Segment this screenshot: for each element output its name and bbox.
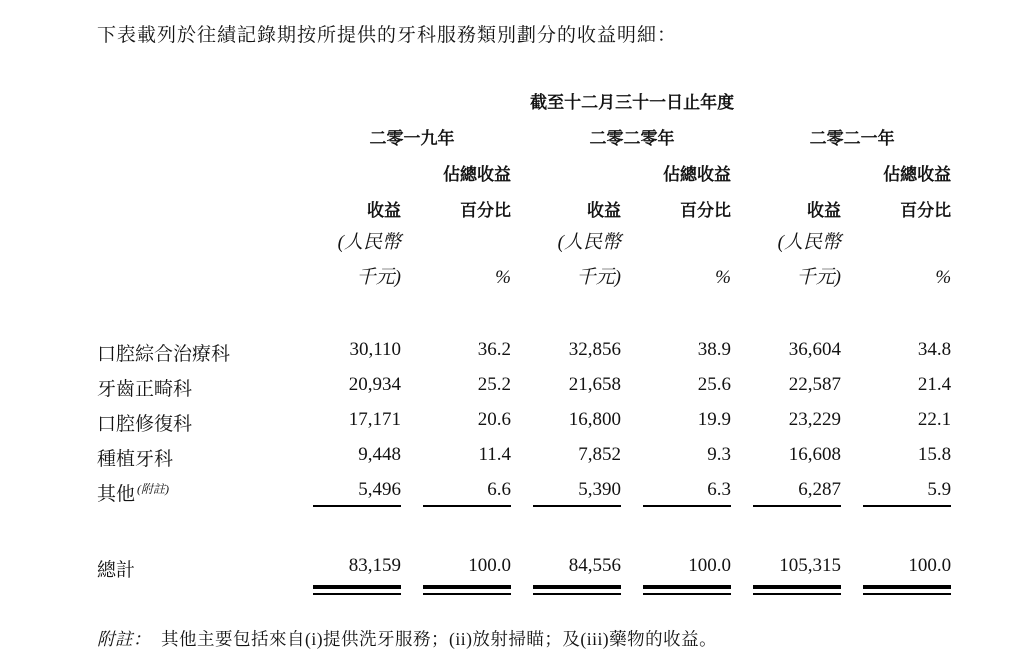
column-spacer [841, 582, 863, 598]
column-spacer [731, 221, 753, 254]
pct-2020-cell: 25.6 [697, 374, 731, 395]
unit-thousand-2020: 千元) [576, 267, 621, 288]
column-spacer [511, 149, 533, 185]
column-spacer [621, 221, 643, 254]
unit-thousand-2019: 千元) [356, 267, 401, 288]
column-spacer [511, 444, 533, 479]
column-spacer [97, 185, 313, 221]
column-spacer [621, 254, 643, 289]
category-label: 口腔修復科 [97, 414, 193, 435]
vertical-spacer [97, 289, 951, 339]
column-spacer [511, 582, 533, 598]
pct-2020-cell: 19.9 [697, 409, 731, 430]
year-2020-label: 二零二零年 [589, 129, 675, 148]
column-header-row [97, 185, 951, 221]
double-rule-row [97, 582, 951, 598]
column-spacer [401, 374, 423, 409]
vertical-spacer [97, 289, 951, 339]
column-spacer [401, 479, 423, 506]
year-row [97, 113, 951, 149]
pct-2021-cell: 34.8 [917, 339, 952, 360]
column-spacer [533, 149, 621, 185]
pct-2020-cell: 6.3 [707, 479, 731, 500]
column-spacer [621, 409, 643, 444]
total-double-rule [643, 582, 731, 598]
share-of-revenue-header-2021: 佔總收益 [883, 165, 952, 184]
share-of-revenue-header-2019: 佔總收益 [443, 165, 511, 184]
column-spacer [621, 582, 643, 598]
category-label [97, 479, 313, 506]
column-rule [313, 506, 401, 513]
column-rule [753, 506, 841, 513]
column-spacer [731, 582, 753, 598]
column-spacer [511, 506, 533, 513]
column-spacer [621, 374, 643, 409]
column-spacer [731, 555, 753, 582]
column-spacer [401, 221, 423, 254]
column-spacer [401, 409, 423, 444]
table-row [97, 479, 951, 506]
column-spacer [511, 339, 533, 374]
revenue-2020-cell: 5,390 [578, 479, 621, 500]
revenue-2021-cell: 36,604 [788, 339, 841, 360]
pct-2021-cell: 15.8 [917, 444, 952, 465]
unit-currency-2019: (人民幣 [337, 232, 401, 253]
revenue-2019-cell: 9,448 [358, 444, 401, 465]
period-header: 截至十二月三十一日止年度 [530, 93, 735, 112]
total-pct-2021: 100.0 [908, 555, 952, 576]
column-spacer [401, 506, 423, 513]
column-spacer [841, 555, 863, 582]
total-pct-2020: 100.0 [688, 555, 731, 576]
column-spacer [97, 113, 313, 149]
pct-2019-cell: 36.2 [477, 339, 511, 360]
column-spacer [97, 221, 313, 254]
column-spacer [731, 444, 753, 479]
revenue-2020-cell: 16,800 [568, 409, 621, 430]
unit-percent-2019: % [495, 267, 511, 288]
column-spacer [621, 555, 643, 582]
table-row [97, 374, 951, 409]
column-spacer [621, 479, 643, 506]
column-spacer [621, 339, 643, 374]
column-spacer [511, 221, 533, 254]
footnote-marker: (附註) [137, 481, 170, 496]
revenue-2021-cell: 6,287 [798, 479, 841, 500]
category-label: 種植牙科 [97, 449, 174, 470]
total-double-rule [753, 582, 841, 598]
category-label-text: 其他 [97, 484, 136, 505]
column-spacer [97, 506, 313, 513]
column-spacer [841, 339, 863, 374]
column-spacer [841, 409, 863, 444]
column-spacer [313, 149, 401, 185]
footnote-text: 其他主要包括來自(i)提供洗牙服務；(ii)放射掃瞄；及(iii)藥物的收益。 [161, 629, 718, 649]
column-spacer [841, 185, 863, 221]
intro-sentence: 下表載列於往績記錄期按所提供的牙科服務類別劃分的收益明細： [97, 25, 678, 46]
column-spacer [863, 221, 951, 254]
column-spacer [841, 221, 863, 254]
revenue-breakdown-table [97, 85, 951, 598]
column-spacer [511, 185, 533, 221]
unit-percent-2021: % [935, 267, 952, 288]
column-spacer [731, 339, 753, 374]
column-spacer [511, 555, 533, 582]
column-spacer [731, 409, 753, 444]
pct-2021-cell: 5.9 [927, 479, 952, 500]
revenue-2019-cell: 30,110 [349, 339, 401, 360]
pct-2019-cell: 6.6 [487, 479, 511, 500]
revenue-2020-cell: 32,856 [568, 339, 621, 360]
column-spacer [841, 254, 863, 289]
table-row [97, 444, 951, 479]
column-spacer [511, 113, 533, 149]
column-spacer [97, 149, 313, 185]
column-spacer [97, 85, 313, 113]
column-spacer [841, 479, 863, 506]
column-rule [423, 506, 511, 513]
revenue-2021-cell: 16,608 [788, 444, 841, 465]
total-revenue-2019: 83,159 [348, 555, 401, 576]
column-spacer [841, 149, 863, 185]
column-spacer [731, 185, 753, 221]
table-row [97, 339, 951, 374]
column-spacer [731, 479, 753, 506]
column-spacer [401, 339, 423, 374]
column-spacer [511, 409, 533, 444]
footnote [97, 626, 717, 651]
column-rule [863, 506, 951, 513]
total-double-rule [863, 582, 951, 598]
column-rule [533, 506, 621, 513]
unit-currency-2020: (人民幣 [557, 232, 621, 253]
percentage-header-2020: 百分比 [680, 201, 731, 220]
percentage-header-2019: 百分比 [460, 201, 511, 220]
total-double-rule [313, 582, 401, 598]
vertical-spacer [97, 513, 951, 555]
column-spacer [511, 479, 533, 506]
total-revenue-2020: 84,556 [568, 555, 621, 576]
pct-2020-cell: 9.3 [707, 444, 731, 465]
total-pct-2019: 100.0 [468, 555, 511, 576]
total-double-rule [423, 582, 511, 598]
column-spacer [97, 582, 313, 598]
pct-2019-cell: 25.2 [477, 374, 511, 395]
share-of-revenue-header-2020: 佔總收益 [663, 165, 731, 184]
column-spacer [841, 374, 863, 409]
unit-percent-2020: % [715, 267, 731, 288]
column-spacer [621, 506, 643, 513]
column-spacer [401, 444, 423, 479]
column-spacer [401, 582, 423, 598]
category-label: 口腔綜合治療科 [97, 344, 231, 365]
share-header-row [97, 149, 951, 185]
year-2019-label: 二零一九年 [369, 129, 455, 148]
unit-row-2 [97, 254, 951, 289]
total-row [97, 555, 951, 582]
pct-2020-cell: 38.9 [697, 339, 731, 360]
column-spacer [731, 254, 753, 289]
column-spacer [621, 185, 643, 221]
column-spacer [753, 149, 841, 185]
total-label: 總計 [97, 560, 136, 581]
pct-2019-cell: 20.6 [477, 409, 511, 430]
total-revenue-2021: 105,315 [779, 555, 841, 576]
column-spacer [401, 254, 423, 289]
single-rule-row [97, 506, 951, 513]
column-spacer [621, 149, 643, 185]
column-spacer [643, 221, 731, 254]
column-rule [643, 506, 731, 513]
revenue-header-2021: 收益 [807, 201, 841, 220]
column-spacer [401, 149, 423, 185]
column-spacer [401, 185, 423, 221]
column-spacer [97, 254, 313, 289]
column-spacer [423, 221, 511, 254]
revenue-2021-cell: 23,229 [788, 409, 841, 430]
column-spacer [511, 254, 533, 289]
revenue-header-2019: 收益 [367, 201, 401, 220]
column-spacer [401, 555, 423, 582]
table-row [97, 409, 951, 444]
percentage-header-2021: 百分比 [900, 201, 952, 220]
unit-thousand-2021: 千元) [796, 267, 841, 288]
column-spacer [621, 444, 643, 479]
unit-row-1 [97, 221, 951, 254]
revenue-2020-cell: 7,852 [578, 444, 621, 465]
revenue-2019-cell: 20,934 [348, 374, 401, 395]
pct-2019-cell: 11.4 [478, 444, 511, 465]
column-spacer [731, 374, 753, 409]
revenue-2020-cell: 21,658 [568, 374, 621, 395]
unit-currency-2021: (人民幣 [777, 232, 841, 253]
footnote-label: 附註： [97, 629, 151, 649]
year-2021-label: 二零二一年 [809, 129, 895, 148]
column-spacer [841, 444, 863, 479]
column-spacer [841, 506, 863, 513]
category-label: 牙齒正畸科 [97, 379, 193, 400]
column-spacer [731, 506, 753, 513]
revenue-2021-cell: 22,587 [788, 374, 841, 395]
period-header-row [97, 85, 951, 113]
pct-2021-cell: 21.4 [917, 374, 952, 395]
vertical-spacer [97, 513, 951, 555]
revenue-2019-cell: 5,496 [358, 479, 401, 500]
revenue-2019-cell: 17,171 [348, 409, 401, 430]
pct-2021-cell: 22.1 [917, 409, 952, 430]
column-spacer [731, 149, 753, 185]
column-spacer [511, 374, 533, 409]
total-double-rule [533, 582, 621, 598]
revenue-header-2020: 收益 [587, 201, 621, 220]
column-spacer [731, 113, 753, 149]
